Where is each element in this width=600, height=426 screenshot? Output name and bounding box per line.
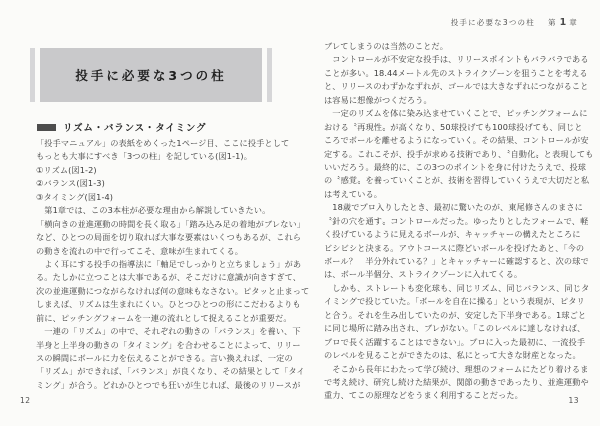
body-text-line: 一連の「リズム」の中で、それぞれの動きの「バランス」を養い、下 xyxy=(36,326,301,337)
banner-right-bar xyxy=(267,48,272,102)
body-text-line: スの瞬間にボールに力を伝えることができる。言い換えれば、一定の xyxy=(36,353,293,363)
page-number-left: 12 xyxy=(20,396,31,405)
body-text-line: で考え続け、研究し続けた結果が、関節の動きであったり、並進運動や xyxy=(324,376,589,387)
chapter-title: 投手に必要な3つの柱 xyxy=(75,68,227,83)
body-text-line: と合う。それを生み出していたのが、安定した下半身である。1球ごと xyxy=(324,309,587,320)
body-text-line: 定する。これこそが、投手が求める技術であり、〝自動化〟と表現しても xyxy=(324,148,594,159)
body-text-line: もっとも大事にすべき「3つの柱」を記している(図1-1)。 xyxy=(36,151,253,162)
body-text-line: 「リズム」ができれば、「バランス」が良くなり、その結果として「タイ xyxy=(36,366,305,377)
body-text-line: イミングで投じていた。「ボールを自在に操る」という表現が、ピタリ xyxy=(324,296,585,307)
chapter-number: 1 xyxy=(559,17,567,28)
body-text-line: おける〝再現性〟が高くなり、50球投げても100球投げても、同じと xyxy=(324,121,583,132)
body-text-line: など、ひとつの局面を切り取れば大事な要素はいくつもあるが、これら xyxy=(36,232,302,243)
body-text-line: に同じ場所に踏み出され、ブレがない。「このレベルに達しなければ、 xyxy=(324,323,586,334)
body-text-line: ③タイミング(図1-4) xyxy=(36,191,114,202)
section-heading-bar-icon xyxy=(37,124,56,131)
body-text-line: の動きを流れの中で行ってこそ、意味が生まれてくる。 xyxy=(36,245,244,256)
body-text-line: 一定のリズムを体に染み込ませていくことで、ピッチングフォームに xyxy=(324,108,588,119)
page-number-right: 13 xyxy=(568,396,579,405)
body-text-line: 次の並進運動につながらなければ何の意味もなさない。ピタッと止まって xyxy=(36,285,310,296)
body-text-line: ころでボールを離せるようになっていく。その結果、コントロールが安 xyxy=(324,135,589,146)
body-text-line: しまえば、リズムは生まれにくい。ひとつひとつの形にこだわるよりも xyxy=(36,299,301,310)
body-text-line: しかも、ストレートも変化球も、同じリズム、同じバランス、同じタ xyxy=(324,282,590,293)
banner-left-bar xyxy=(30,48,35,102)
body-text-line: る。たしかに立つことは大事であるが、そこだけに意識が向きすぎて、 xyxy=(36,272,302,283)
body-text-line: 半身と上半身の動きの「タイミング」を合わせることによって、リリー xyxy=(36,339,301,350)
body-text-line: 「投手マニュアル」の表紙をめくった1ページ目、ここに投手として xyxy=(36,138,290,148)
body-text-line: プロで長く活躍することはできない」。プロに入った最初に、一流投手 xyxy=(324,336,586,347)
body-text-line: 〝針の穴を通す〟コントロールだった。ゆったりとしたフォームで、軽 xyxy=(324,215,589,226)
body-text-line: ボール？ 半分外れている？」とキャッチャーに確認すると、次の球で xyxy=(324,256,589,266)
body-text-line: は容易に想像がつくだろう。 xyxy=(324,94,432,105)
right-page-body xyxy=(324,40,594,403)
running-head xyxy=(451,17,578,28)
body-text-line: ミング」が合う。どれかひとつでも狂いが生じれば、最後のリリースが xyxy=(36,379,301,390)
section-heading xyxy=(37,120,206,134)
running-head-title: 投手に必要な3つの柱 xyxy=(450,18,535,27)
body-text-line: 前に、ピッチングフォームを一連の流れとして捉えることが重要だ。 xyxy=(36,312,292,323)
body-text-line: の〝感覚〟を養っていくことが、技術を習得していくうえで大切だと私 xyxy=(324,175,590,186)
chapter-title-box xyxy=(40,48,262,102)
body-text-line: そこから長年にわたって学び続け、理想のフォームにたどり着けるま xyxy=(324,363,589,374)
body-text-line: ビシビシと決まる。アウトコースに際どいボールを投げたあと、「今の xyxy=(324,242,585,253)
chapter-suffix: 章 xyxy=(569,18,578,27)
chapter-prefix: 第 xyxy=(547,18,557,27)
body-text-line: ②バランス(図1-3) xyxy=(36,178,105,189)
body-text-line: く投げているように見えるボールが、キャッチャーの構えたところに xyxy=(324,229,581,240)
body-text-line: と、リリースのわずかなずれが、ゴールでは大きなずれにつながること xyxy=(324,81,589,92)
body-text-line: 重力、てこの原理などをうまく利用することだった。 xyxy=(324,390,523,401)
body-text-line: ことが多い。18.44メートル先のストライクゾーンを狙うことを考える xyxy=(324,67,588,78)
body-text-line: よく耳にする投手の指導法に「軸足でしっかりと立ちましょう」があ xyxy=(36,258,302,269)
left-page-body xyxy=(36,137,310,392)
body-text-line: ①リズム(図1-2) xyxy=(36,164,97,175)
body-text-line: コントロールが不安定な投手は、リリースポイントもバラバラである xyxy=(324,54,589,65)
chapter-title-banner xyxy=(30,48,272,102)
body-text-line: いいだろう。最終的に、この3つのポイントを身に付けたうえで、投球 xyxy=(324,161,587,172)
body-text-line: 第1章では、この3本柱が必要な理由から解説していきたい。 xyxy=(36,205,271,216)
section-heading-label: リズム・バランス・タイミング xyxy=(63,123,207,134)
body-text-line: 18歳でプロ入りしたとき、最初に驚いたのが、東尾修さんのまさに xyxy=(324,202,583,213)
body-text-line: のレベルを見ることができたのは、私にとって大きな財産となった。 xyxy=(324,350,581,361)
body-text-line: 「横向きの並進運動の時間を長く取る」「踏み込み足の着地がブレない」 xyxy=(36,218,306,229)
body-text-line: ブレてしまうのは当然のことだ。 xyxy=(324,41,448,51)
body-text-line: は、ボール半個分、ストライクゾーンに入れてくる。 xyxy=(324,269,523,280)
body-text-line: は考えている。 xyxy=(324,188,383,199)
